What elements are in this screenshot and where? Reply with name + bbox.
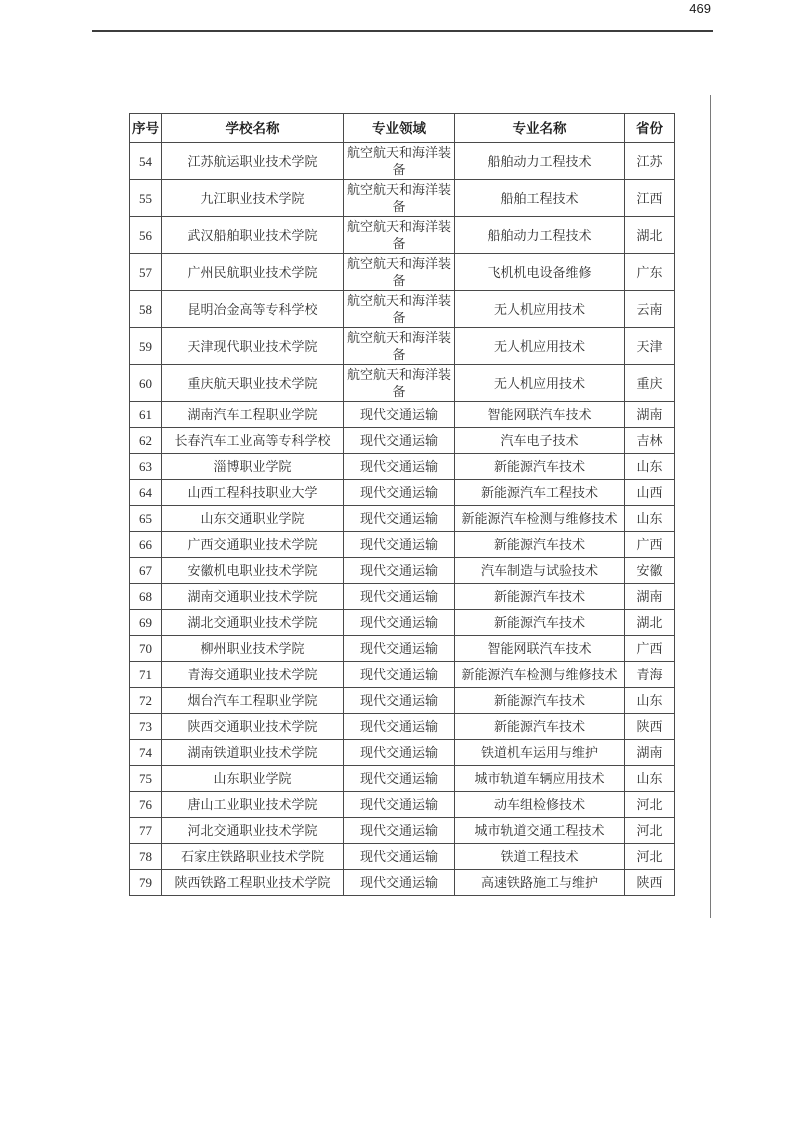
schools-table — [129, 113, 675, 896]
table-cell: 71 — [130, 662, 162, 688]
table-row — [130, 428, 675, 454]
table-cell: 石家庄铁路职业技术学院 — [162, 844, 344, 870]
table-cell: 山东职业学院 — [162, 766, 344, 792]
table-cell: 汽车制造与试验技术 — [455, 558, 625, 584]
table-cell: 湖南 — [625, 402, 675, 428]
table-cell: 安徽机电职业技术学院 — [162, 558, 344, 584]
table-cell: 现代交通运输 — [344, 766, 455, 792]
table-cell: 69 — [130, 610, 162, 636]
table-cell: 船舶动力工程技术 — [455, 217, 625, 254]
table-cell: 现代交通运输 — [344, 454, 455, 480]
table-cell: 智能网联汽车技术 — [455, 636, 625, 662]
table-cell: 湖南 — [625, 740, 675, 766]
table-cell: 现代交通运输 — [344, 844, 455, 870]
table-cell: 武汉船舶职业技术学院 — [162, 217, 344, 254]
table-row — [130, 454, 675, 480]
table-cell: 江苏航运职业技术学院 — [162, 143, 344, 180]
table-cell: 61 — [130, 402, 162, 428]
table-cell: 现代交通运输 — [344, 610, 455, 636]
column-header-index: 序号 — [130, 114, 162, 143]
column-header-field: 专业领域 — [344, 114, 455, 143]
table-cell: 淄博职业学院 — [162, 454, 344, 480]
table-cell: 湖南 — [625, 584, 675, 610]
table-cell: 75 — [130, 766, 162, 792]
table-cell: 现代交通运输 — [344, 714, 455, 740]
table-cell: 河北 — [625, 818, 675, 844]
table-cell: 飞机机电设备维修 — [455, 254, 625, 291]
table-cell: 航空航天和海洋装备 — [344, 365, 455, 402]
table-cell: 江苏 — [625, 143, 675, 180]
table-cell: 现代交通运输 — [344, 532, 455, 558]
table-cell: 57 — [130, 254, 162, 291]
table-cell: 昆明冶金高等专科学校 — [162, 291, 344, 328]
table-row — [130, 688, 675, 714]
table-cell: 59 — [130, 328, 162, 365]
table-cell: 广东 — [625, 254, 675, 291]
table-cell: 现代交通运输 — [344, 584, 455, 610]
table-cell: 现代交通运输 — [344, 402, 455, 428]
table-cell: 航空航天和海洋装备 — [344, 143, 455, 180]
table-cell: 湖北交通职业技术学院 — [162, 610, 344, 636]
table-cell: 山东 — [625, 506, 675, 532]
table-cell: 动车组检修技术 — [455, 792, 625, 818]
table-row — [130, 365, 675, 402]
table-cell: 新能源汽车技术 — [455, 584, 625, 610]
table-cell: 现代交通运输 — [344, 662, 455, 688]
header-rule — [92, 30, 713, 32]
table-cell: 无人机应用技术 — [455, 365, 625, 402]
table-cell: 航空航天和海洋装备 — [344, 328, 455, 365]
table-cell: 55 — [130, 180, 162, 217]
table-cell: 吉林 — [625, 428, 675, 454]
table-cell: 新能源汽车技术 — [455, 454, 625, 480]
page-number: 469 — [689, 1, 711, 16]
table-row — [130, 714, 675, 740]
table-cell: 智能网联汽车技术 — [455, 402, 625, 428]
table-cell: 65 — [130, 506, 162, 532]
table-cell: 航空航天和海洋装备 — [344, 180, 455, 217]
table-cell: 新能源汽车工程技术 — [455, 480, 625, 506]
table-cell: 56 — [130, 217, 162, 254]
table-row — [130, 532, 675, 558]
table-cell: 72 — [130, 688, 162, 714]
table-cell: 湖北 — [625, 610, 675, 636]
table-cell: 陕西 — [625, 870, 675, 896]
table-cell: 重庆航天职业技术学院 — [162, 365, 344, 402]
table-row — [130, 792, 675, 818]
table-cell: 63 — [130, 454, 162, 480]
column-header-school: 学校名称 — [162, 114, 344, 143]
page-edge-line — [710, 95, 711, 918]
table-cell: 湖南汽车工程职业学院 — [162, 402, 344, 428]
table-cell: 54 — [130, 143, 162, 180]
table-cell: 广西 — [625, 532, 675, 558]
table-row — [130, 844, 675, 870]
table-cell: 河北 — [625, 844, 675, 870]
table-cell: 城市轨道车辆应用技术 — [455, 766, 625, 792]
table-cell: 新能源汽车检测与维修技术 — [455, 506, 625, 532]
table-cell: 高速铁路施工与维护 — [455, 870, 625, 896]
table-row — [130, 636, 675, 662]
table-cell: 烟台汽车工程职业学院 — [162, 688, 344, 714]
table-cell: 航空航天和海洋装备 — [344, 254, 455, 291]
table-cell: 广西 — [625, 636, 675, 662]
table-row — [130, 558, 675, 584]
table-cell: 77 — [130, 818, 162, 844]
table-cell: 航空航天和海洋装备 — [344, 217, 455, 254]
table-cell: 现代交通运输 — [344, 688, 455, 714]
table-cell: 天津现代职业技术学院 — [162, 328, 344, 365]
table-cell: 山东交通职业学院 — [162, 506, 344, 532]
table-row — [130, 506, 675, 532]
table-cell: 现代交通运输 — [344, 818, 455, 844]
table-cell: 现代交通运输 — [344, 870, 455, 896]
table-cell: 重庆 — [625, 365, 675, 402]
table-row — [130, 818, 675, 844]
table-row — [130, 180, 675, 217]
table-row — [130, 480, 675, 506]
table-cell: 78 — [130, 844, 162, 870]
table-cell: 现代交通运输 — [344, 740, 455, 766]
table-cell: 长春汽车工业高等专科学校 — [162, 428, 344, 454]
table-row — [130, 584, 675, 610]
table-cell: 无人机应用技术 — [455, 291, 625, 328]
table-cell: 62 — [130, 428, 162, 454]
table-cell: 青海 — [625, 662, 675, 688]
table-cell: 湖南交通职业技术学院 — [162, 584, 344, 610]
table-cell: 广州民航职业技术学院 — [162, 254, 344, 291]
table-cell: 68 — [130, 584, 162, 610]
table-cell: 天津 — [625, 328, 675, 365]
table-row — [130, 662, 675, 688]
table-cell: 安徽 — [625, 558, 675, 584]
table-cell: 航空航天和海洋装备 — [344, 291, 455, 328]
table-cell: 现代交通运输 — [344, 636, 455, 662]
column-header-province: 省份 — [625, 114, 675, 143]
table-cell: 现代交通运输 — [344, 792, 455, 818]
table-row — [130, 610, 675, 636]
table-body — [130, 143, 675, 896]
table-cell: 唐山工业职业技术学院 — [162, 792, 344, 818]
table-row — [130, 217, 675, 254]
table-cell: 河北 — [625, 792, 675, 818]
table-row — [130, 766, 675, 792]
table-header-row — [130, 114, 675, 143]
table-cell: 现代交通运输 — [344, 506, 455, 532]
table-cell: 汽车电子技术 — [455, 428, 625, 454]
table-cell: 河北交通职业技术学院 — [162, 818, 344, 844]
table-cell: 湖北 — [625, 217, 675, 254]
table-cell: 新能源汽车技术 — [455, 714, 625, 740]
table-cell: 64 — [130, 480, 162, 506]
table-cell: 青海交通职业技术学院 — [162, 662, 344, 688]
table-cell: 山东 — [625, 688, 675, 714]
table-cell: 现代交通运输 — [344, 558, 455, 584]
table-cell: 山西工程科技职业大学 — [162, 480, 344, 506]
table-cell: 船舶动力工程技术 — [455, 143, 625, 180]
table-cell: 新能源汽车技术 — [455, 688, 625, 714]
table-cell: 广西交通职业技术学院 — [162, 532, 344, 558]
table-cell: 湖南铁道职业技术学院 — [162, 740, 344, 766]
table-cell: 现代交通运输 — [344, 480, 455, 506]
table-cell: 铁道工程技术 — [455, 844, 625, 870]
table-cell: 云南 — [625, 291, 675, 328]
table-cell: 76 — [130, 792, 162, 818]
table-row — [130, 291, 675, 328]
table-row — [130, 254, 675, 291]
table-cell: 船舶工程技术 — [455, 180, 625, 217]
table-cell: 70 — [130, 636, 162, 662]
table-row — [130, 328, 675, 365]
table-cell: 新能源汽车技术 — [455, 532, 625, 558]
table-cell: 陕西 — [625, 714, 675, 740]
table-row — [130, 402, 675, 428]
table-cell: 58 — [130, 291, 162, 328]
table-cell: 60 — [130, 365, 162, 402]
table-cell: 67 — [130, 558, 162, 584]
table-cell: 74 — [130, 740, 162, 766]
table-cell: 九江职业技术学院 — [162, 180, 344, 217]
table-cell: 无人机应用技术 — [455, 328, 625, 365]
table-row — [130, 740, 675, 766]
table-cell: 陕西铁路工程职业技术学院 — [162, 870, 344, 896]
table-cell: 江西 — [625, 180, 675, 217]
table-cell: 柳州职业技术学院 — [162, 636, 344, 662]
table-cell: 73 — [130, 714, 162, 740]
table-cell: 山西 — [625, 480, 675, 506]
table-cell: 山东 — [625, 454, 675, 480]
table-cell: 城市轨道交通工程技术 — [455, 818, 625, 844]
table-row — [130, 143, 675, 180]
table-cell: 新能源汽车技术 — [455, 610, 625, 636]
table-cell: 铁道机车运用与维护 — [455, 740, 625, 766]
table-cell: 79 — [130, 870, 162, 896]
table-cell: 66 — [130, 532, 162, 558]
table-cell: 现代交通运输 — [344, 428, 455, 454]
table-cell: 山东 — [625, 766, 675, 792]
column-header-major: 专业名称 — [455, 114, 625, 143]
table-cell: 新能源汽车检测与维修技术 — [455, 662, 625, 688]
table-row — [130, 870, 675, 896]
table-cell: 陕西交通职业技术学院 — [162, 714, 344, 740]
